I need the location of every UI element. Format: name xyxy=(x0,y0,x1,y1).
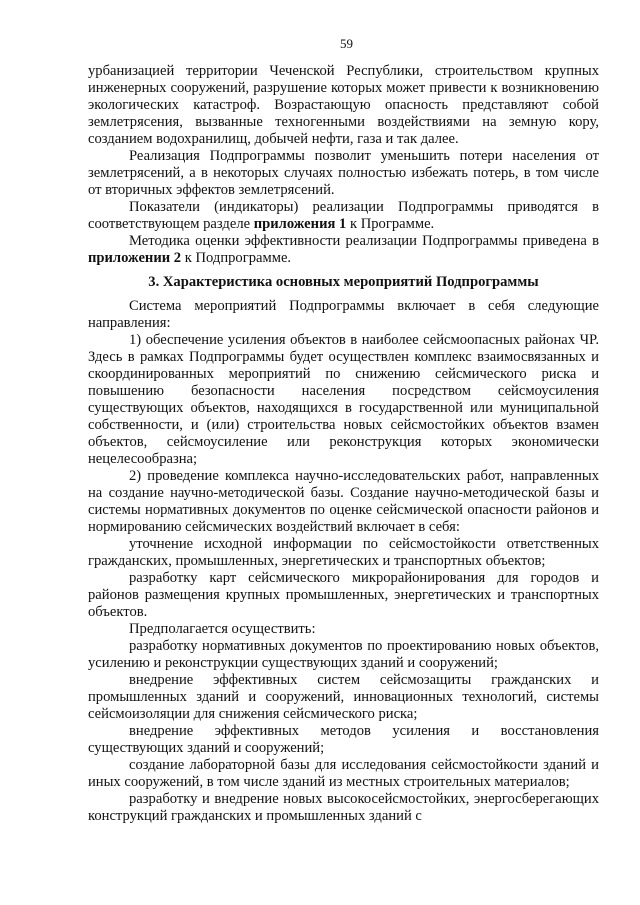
section-paragraph: разработку нормативных документов по проектированию новых объектов, усилению и реконструкции существующих зданий и сооружений; xyxy=(88,638,599,671)
intro-paragraph-indicators xyxy=(88,199,599,233)
appendix-1-reference: приложения 1 xyxy=(253,216,347,232)
section-paragraph: Предполагается осуществить: xyxy=(129,621,316,637)
text-run: к Программе. xyxy=(346,216,435,232)
intro-paragraph-losses: Реализация Подпрограммы позволит уменьшить потери населения от землетрясений, а в некоторых случаях полностью избежать потерь, в том числе от вторичных эффектов землетрясений. xyxy=(88,148,599,198)
section-paragraph: внедрение эффективных систем сейсмозащиты гражданских и промышленных зданий и сооружений, инновационных технологий, системы сейсмоизоляции для снижения сейсмического риска; xyxy=(88,672,599,722)
text-run: Показатели (индикаторы) реализации Подпрограммы приводятся в соответствующем разделе xyxy=(88,199,599,232)
section-paragraph: Система мероприятий Подпрограммы включает в себя следующие направления: xyxy=(88,298,599,331)
section-paragraph: создание лабораторной базы для исследования сейсмостойкости зданий и иных сооружений, в том числе зданий из местных строительных материалов; xyxy=(88,757,599,790)
intro-paragraph-continuation: урбанизацией территории Чеченской Республики, строительством крупных инженерных сооружений, разрушение которых может привести к возникновению экологических катастроф. Возрастающую опасность представляют собой землетрясения, вызванные техногенными воздействиями на земную кору, созданием водохранилищ, добычей нефти, газа и так далее. xyxy=(88,63,599,147)
section-paragraph: внедрение эффективных методов усиления и восстановления существующих зданий и сооружений; xyxy=(88,723,599,756)
text-run: к Подпрограмме. xyxy=(181,250,292,266)
section-paragraph: разработку карт сейсмического микрорайонирования для городов и районов размещения крупных промышленных, энергетических и транспортных объектов. xyxy=(88,570,599,620)
page-number: 59 xyxy=(340,36,353,51)
section-paragraph: уточнение исходной информации по сейсмостойкости ответственных гражданских, промышленных, энергетических и транспортных объектов; xyxy=(88,536,599,569)
intro-paragraph-methodology xyxy=(88,233,599,267)
section-heading: 3. Характеристика основных мероприятий Подпрограммы xyxy=(148,274,539,290)
text-run: Методика оценки эффективности реализации Подпрограммы приведена в xyxy=(129,233,599,249)
appendix-2-reference: приложении 2 xyxy=(88,250,182,266)
section-paragraph: разработку и внедрение новых высокосейсмостойких, энергосберегающих конструкций гражданских и промышленных зданий с xyxy=(88,791,599,824)
section-paragraph: 1) обеспечение усиления объектов в наиболее сейсмоопасных районах ЧР. Здесь в рамках Подпрограммы будет осуществлен комплекс взаимосвязанных и скоординированных мероприятий по снижению сейсмического риска и повышению безопасности населения посредством сейсмоусиления существующих объектов, находящихся в государственной или муниципальной собственности, и (или) строительства новых сейсмостойких объектов взамен объектов, сейсмоусиление или реконструкция которых экономически нецелесообразна; xyxy=(88,332,599,467)
section-paragraph: 2) проведение комплекса научно-исследовательских работ, направленных на создание научно-методической базы. Создание научно-методической базы и системы нормативных документов по оценке сейсмической опасности районов и нормированию сейсмических воздействий включает в себя: xyxy=(88,468,599,535)
